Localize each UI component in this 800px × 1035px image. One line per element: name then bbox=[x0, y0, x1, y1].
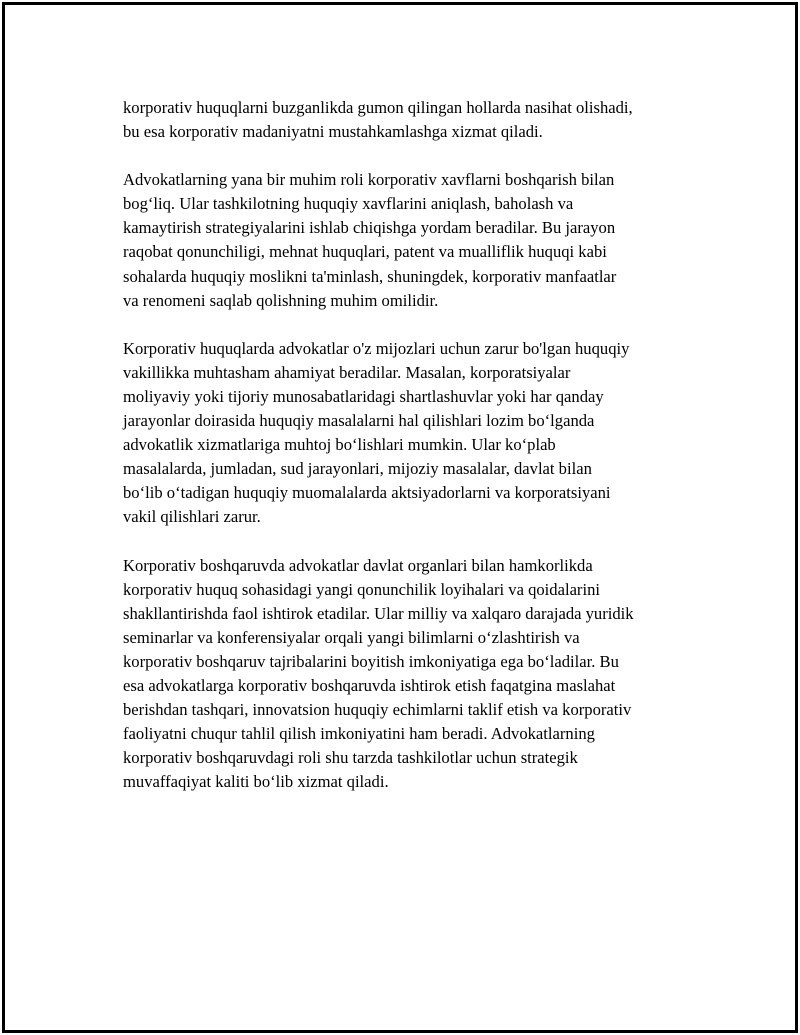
text-line: muvaffaqiyat kaliti bo‘lib xizmat qiladi. bbox=[123, 772, 389, 792]
text-line: bo‘lib o‘tadigan huquqiy muomalalarda aktsiyadorlarni va korporatsiyani bbox=[123, 483, 611, 503]
text-line: sohalarda huquqiy moslikni ta'minlash, shuningdek, korporativ manfaatlar bbox=[123, 266, 617, 286]
paragraph-3 bbox=[123, 337, 698, 530]
text-line: vakillikka muhtasham ahamiyat beradilar. Masalan, korporatsiyalar bbox=[123, 362, 571, 382]
page-frame bbox=[2, 2, 798, 1033]
text-line: Korporativ boshqaruvda advokatlar davlat organlari bilan hamkorlikda bbox=[123, 555, 593, 575]
text-line: vakil qilishlari zarur. bbox=[123, 507, 261, 527]
text-line: korporativ huquq sohasidagi yangi qonunchilik loyihalari va qoidalarini bbox=[123, 579, 600, 599]
text-line: raqobat qonunchiligi, mehnat huquqlari, patent va mualliflik huquqi kabi bbox=[123, 242, 607, 262]
paragraph-1 bbox=[123, 96, 698, 144]
text-line: jarayonlar doirasida huquqiy masalalarni hal qilishlari lozim bo‘lganda bbox=[123, 411, 595, 431]
paragraph-2 bbox=[123, 168, 698, 313]
text-line: korporativ boshqaruv tajribalarini boyitish imkoniyatiga ega bo‘ladilar. Bu bbox=[123, 651, 619, 671]
text-line: seminarlar va konferensiyalar orqali yangi bilimlarni o‘zlashtirish va bbox=[123, 627, 580, 647]
text-line: korporativ huquqlarni buzganlikda gumon qilingan hollarda nasihat olishadi, bbox=[123, 98, 633, 117]
text-line: Advokatlarning yana bir muhim roli korporativ xavflarni boshqarish bilan bbox=[123, 170, 615, 190]
text-line: berishdan tashqari, innovatsion huquqiy echimlarni taklif etish va korporativ bbox=[123, 700, 632, 720]
text-line: esa advokatlarga korporativ boshqaruvda ishtirok etish faqatgina maslahat bbox=[123, 675, 616, 695]
document-body bbox=[123, 96, 698, 818]
text-line: Korporativ huquqlarda advokatlar o'z mijozlari uchun zarur bo'lgan huquqiy bbox=[123, 338, 630, 358]
text-line: faoliyatni chuqur tahlil qilish imkoniyatini ham beradi. Advokatlarning bbox=[123, 724, 595, 744]
text-line: va renomeni saqlab qolishning muhim omilidir. bbox=[123, 290, 439, 310]
paragraph-4 bbox=[123, 554, 698, 795]
text-line: advokatlik xizmatlariga muhtoj bo‘lishlari mumkin. Ular ko‘plab bbox=[123, 435, 556, 455]
text-line: masalalarda, jumladan, sud jarayonlari, mijoziy masalalar, davlat bilan bbox=[123, 459, 592, 479]
text-line: kamaytirish strategiyalarini ishlab chiqishga yordam beradilar. Bu jarayon bbox=[123, 218, 616, 238]
text-line: bog‘liq. Ular tashkilotning huquqiy xavflarini aniqlash, baholash va bbox=[123, 194, 574, 214]
text-line: bu esa korporativ madaniyatni mustahkamlashga xizmat qiladi. bbox=[123, 122, 543, 142]
text-line: korporativ boshqaruvdagi roli shu tarzda tashkilotlar uchun strategik bbox=[123, 748, 578, 768]
text-line: shakllantirishda faol ishtirok etadilar. Ular milliy va xalqaro darajada yuridik bbox=[123, 603, 634, 623]
text-line: moliyaviy yoki tijoriy munosabatlaridagi shartlashuvlar yoki har qanday bbox=[123, 386, 604, 406]
